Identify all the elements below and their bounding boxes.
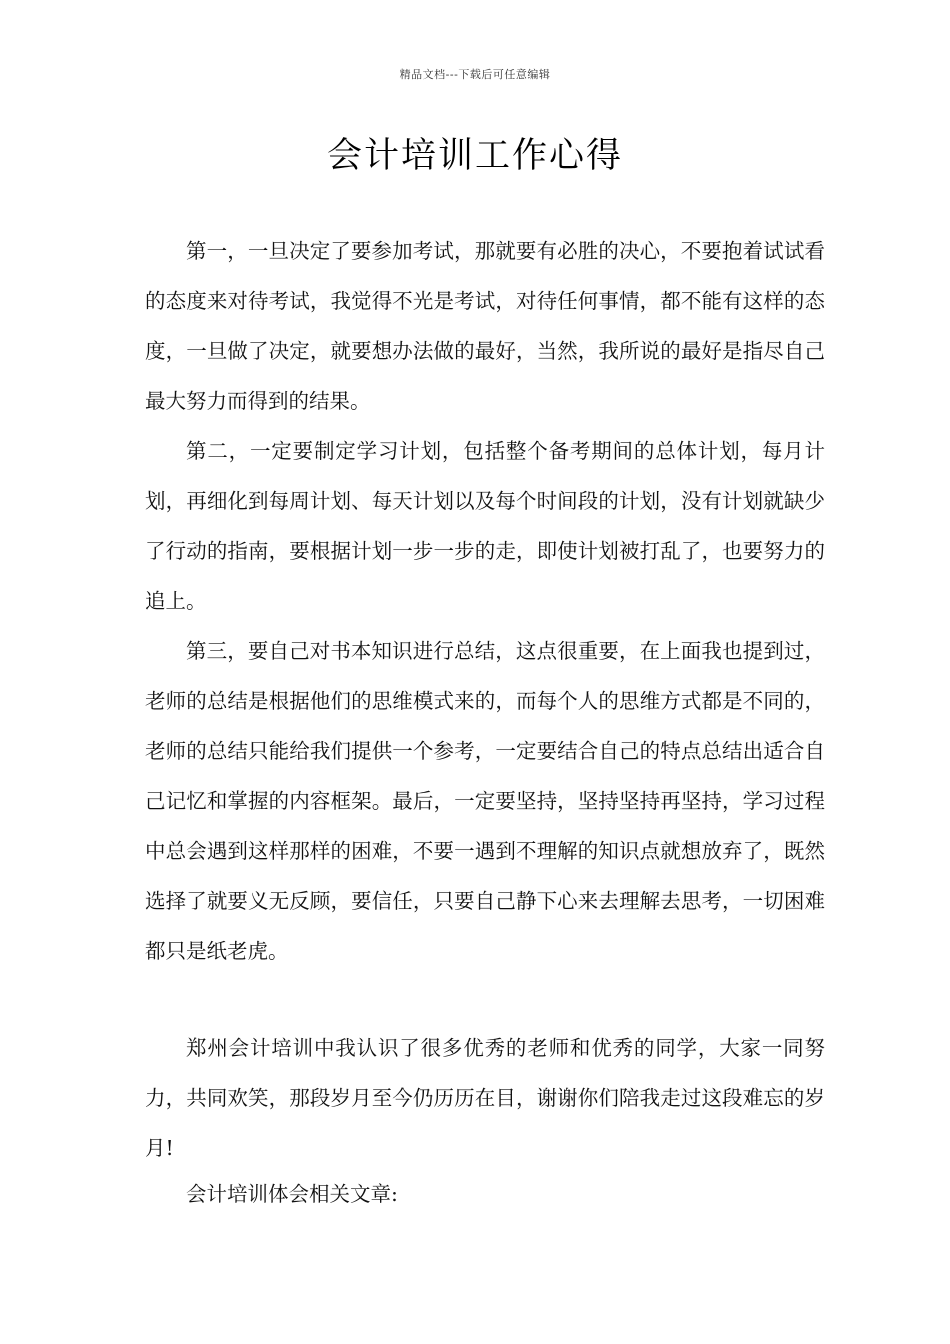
document-title: 会计培训工作心得 — [326, 136, 623, 176]
body-text-closing — [145, 1023, 825, 1173]
paragraph-first: 第一，一旦决定了要参加考试，那就要有必胜的决心，不要抱着试试看的态度来对待考试，我觉得不光是考试，对待任何事情，都不能有这样的态度，一旦做了决定，就要想办法做的最好，当然，我所说的最好是指尽自己最大努力而得到的结果。 — [145, 239, 825, 413]
paragraph-closing: 郑州会计培训中我认识了很多优秀的老师和优秀的同学，大家一同努力，共同欢笑，那段岁月至今仍历历在目，谢谢你们陪我走过这段难忘的岁月! — [145, 1036, 825, 1160]
body-text-main — [145, 226, 825, 976]
related-articles-heading: 会计培训体会相关文章: — [186, 1182, 398, 1206]
header-note: 精品文档---下载后可任意编辑 — [399, 68, 551, 81]
body-text-related — [145, 1169, 825, 1219]
paragraph-second: 第二，一定要制定学习计划，包括整个备考期间的总体计划，每月计划，再细化到每周计划、每天计划以及每个时间段的计划，没有计划就缺少了行动的指南，要根据计划一步一步的走，即使计划被打乱了，也要努力的追上。 — [145, 439, 825, 613]
paragraph-third: 第三，要自己对书本知识进行总结，这点很重要，在上面我也提到过，老师的总结是根据他们的思维模式来的，而每个人的思维方式都是不同的，老师的总结只能给我们提供一个参考，一定要结合自己的特点总结出适合自己记忆和掌握的内容框架。最后，一定要坚持，坚持坚持再坚持，学习过程中总会遇到这样那样的困难，不要一遇到不理解的知识点就想放弃了，既然选择了就要义无反顾，要信任，只要自己静下心来去理解去思考，一切困难都只是纸老虎。 — [145, 639, 825, 963]
